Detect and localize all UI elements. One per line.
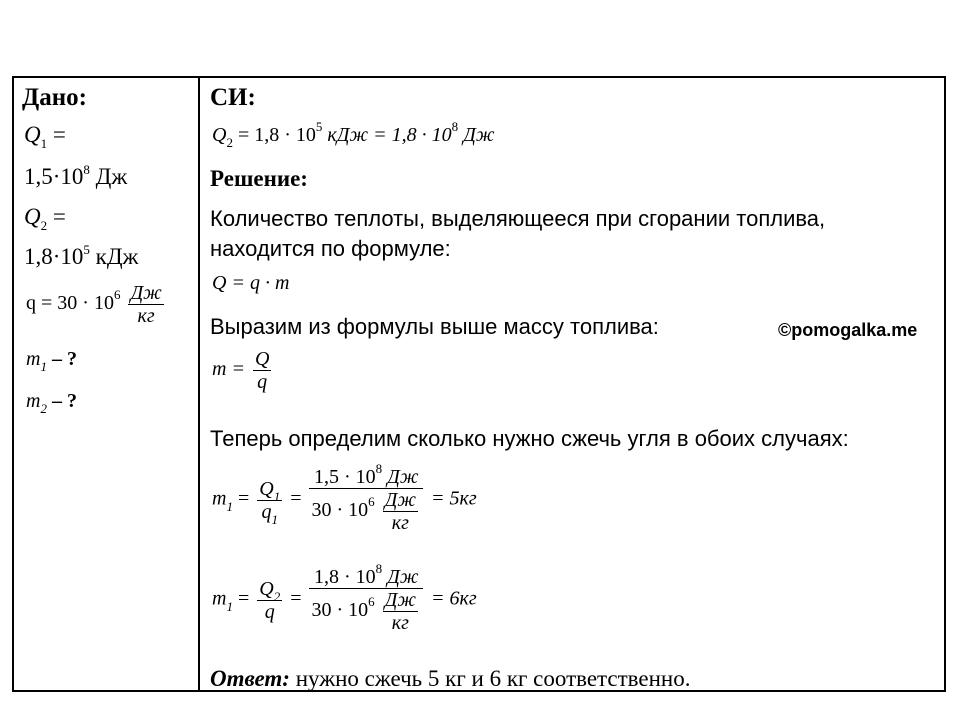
solution-paragraph-1-line-2: находится по формуле:: [210, 236, 451, 261]
given-q2-value: $1,8\cdot 10^5$ кДж: [24, 242, 139, 269]
given-m1-unknown: $m_1$ – ?: [26, 348, 77, 374]
si-header: СИ:: [210, 84, 256, 111]
formula-heat: Q = q · m: [212, 272, 290, 294]
si-q2-conversion: $Q_2 = 1,8 \cdot 10^5$ кДж = $1,8 \cdot 10^8$ Дж: [212, 119, 495, 150]
solution-paragraph-3: Теперь определим сколько нужно сжечь угля в обоих случаях:: [210, 426, 849, 451]
given-m2-unknown: $m_2$ – ?: [26, 390, 77, 416]
column-divider: [198, 78, 200, 690]
given-q-value: $q = 30 \cdot 10^6$ $\frac{Дж}{кг}$: [26, 282, 162, 327]
solution-header: Решение:: [210, 166, 308, 191]
given-q2-label: $Q_2$ =: [24, 204, 66, 233]
equation-m1: $m_1$ = $\frac{Q_1}{q_1}$ = $1,5 \cdot 10^8$ Дж $30 \cdot 10^6$ $\frac{Дж}{кг}$ = 5кг: [212, 461, 477, 534]
given-q1-label: $Q_1$ =: [24, 122, 66, 151]
solution-paragraph-2: Выразим из формулы выше массу топлива:: [210, 314, 659, 339]
solution-paragraph-1-line-1: Количество теплоты, выделяющееся при сгорании топлива,: [210, 206, 826, 231]
given-header: Дано:: [22, 84, 87, 111]
answer-line: Ответ: нужно сжечь 5 кг и 6 кг соответственно.: [210, 666, 691, 691]
given-q1-value: $1,5\cdot 10^8$ Дж: [24, 162, 128, 189]
watermark: ©pomogalka.me: [778, 320, 918, 340]
solution-sheet: [12, 76, 946, 692]
formula-mass: m = $\frac{Q}{q}$: [212, 348, 270, 393]
equation-m2: $m_1$ = $\frac{Q_2}{q}$ = $1,8 \cdot 10^8$ Дж $30 \cdot 10^6$ $\frac{Дж}{кг}$ = 6кг: [212, 561, 477, 634]
